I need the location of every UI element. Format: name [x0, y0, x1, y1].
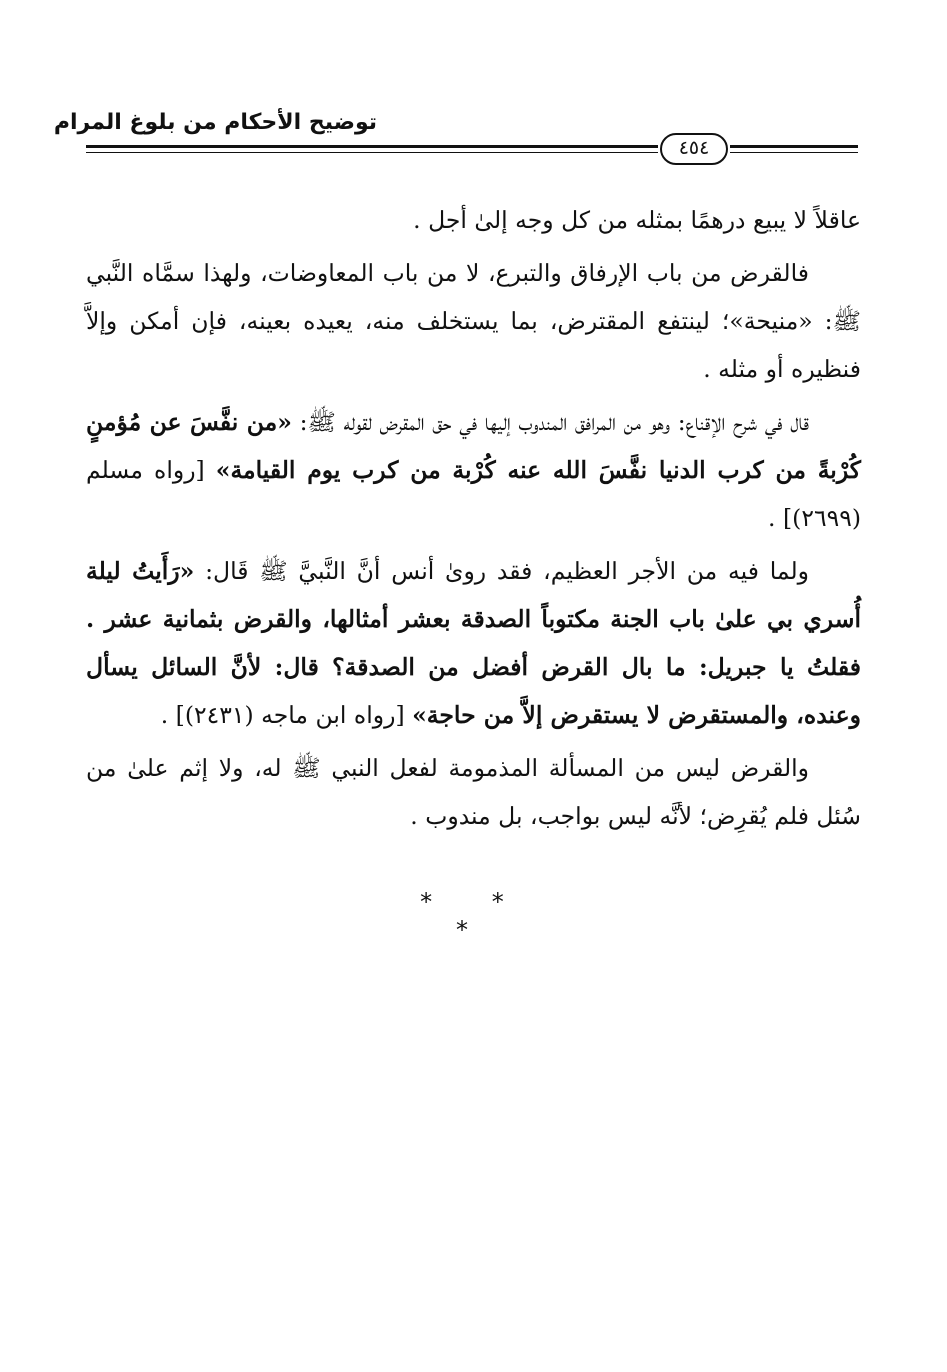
paragraph-1	[86, 196, 861, 244]
paragraph-text: قال في شرح الإقناع: وهو من المرافق المندوب إليها في حق المقرض لقوله ﷺ:	[291, 408, 809, 436]
hadith-quote: «رَأَيتُ ليلة أُسري بي علىٰ باب الجنة مكتوباً الصدقة بعشر أمثالها، والقرض بثمانية عشر . فقلتُ يا جبريل: ما بال القرض أفضل من الصدقة؟ قال: لأنَّ السائل يسأل وعنده، والمستقرض لا يستقرض إلاَّ من حاجة»	[86, 557, 861, 729]
paragraph-text: عاقلاً لا يبيع درهمًا بمثله من كل وجه إلىٰ أجل .	[413, 206, 861, 234]
book-title: توضيح الأحكام من بلوغ المرام	[53, 110, 377, 135]
header-rule-left	[86, 145, 658, 153]
paragraph-2	[86, 249, 861, 393]
hadith-citation: [رواه مسلم (٢٦٩٩)] .	[86, 456, 861, 532]
page-number: ٤٥٤	[660, 133, 728, 165]
paragraph-3	[86, 398, 861, 542]
header-rule-right	[730, 145, 858, 153]
body-text	[86, 196, 861, 845]
paragraph-text: والقرض ليس من المسألة المذمومة لفعل النبي ﷺ له، ولا إثم علىٰ من سُئل فلم يُقرِض؛ لأنَّه ليس بواجب، بل مندوب .	[86, 754, 861, 830]
paragraph-text: ولما فيه من الأجر العظيم، فقد روىٰ أنس أنَّ النَّبيَّ ﷺ قَال:	[194, 557, 809, 585]
section-separator: * * *	[420, 888, 530, 944]
paragraph-text: فالقرض من باب الإرفاق والتبرع، لا من باب المعاوضات، ولهذا سمَّاه النَّبي ﷺ: «منيحة»؛ لينتفع المقترض، بما يستخلف منه، يعيده بعينه، فإن أمكن وإلاَّ فنظيره أو مثله .	[86, 259, 861, 383]
hadith-citation: [رواه ابن ماجه (٢٤٣١)] .	[160, 701, 413, 729]
paragraph-5	[86, 744, 861, 840]
paragraph-4	[86, 547, 861, 739]
hadith-quote: «من نفَّسَ عن مُؤمنٍ كُرْبةً من كرب الدنيا نفَّسَ الله عنه كُرْبة من كرب يوم القيامة»	[86, 408, 861, 484]
